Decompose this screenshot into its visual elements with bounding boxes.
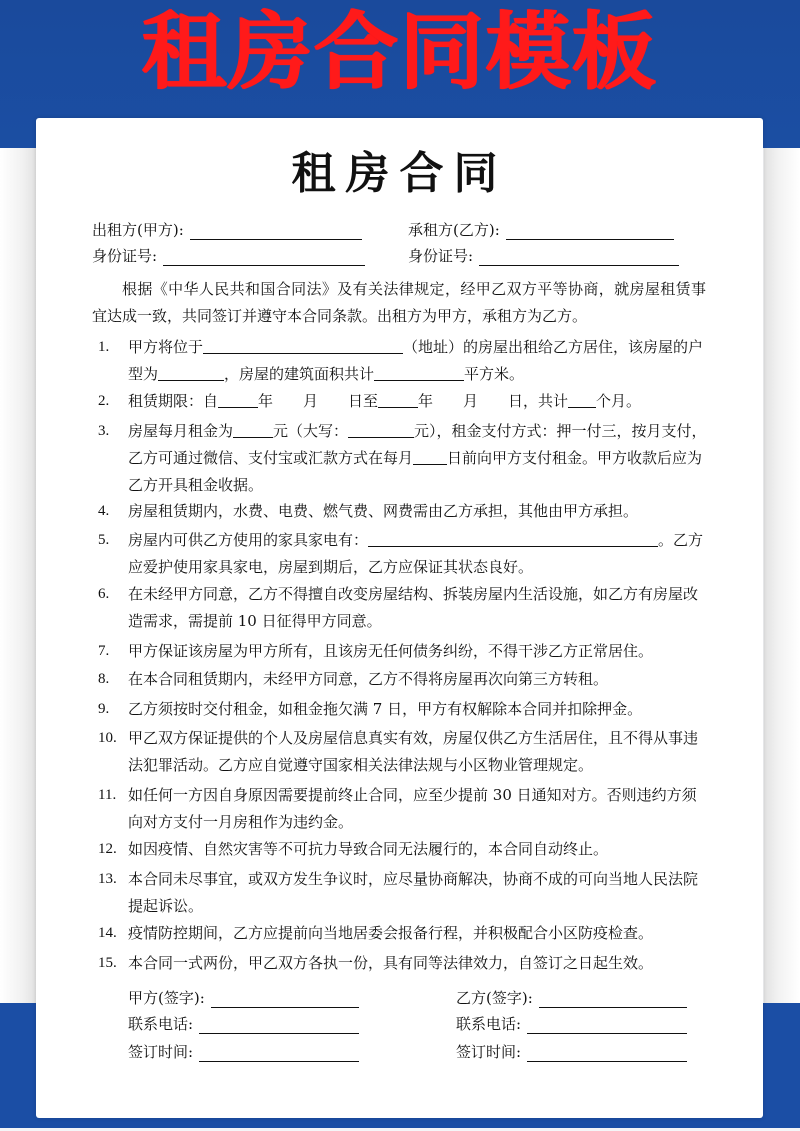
clause-number: 10. (98, 730, 117, 746)
party-b-phone-label: 联系电话: (456, 1015, 522, 1033)
rent-amount-blank[interactable] (233, 422, 273, 438)
clause-8 (98, 666, 708, 693)
clause-text: 疫情防控期间，乙方应提前向当地居委会报备行程，并积极配合小区防疫检查。 (128, 924, 654, 942)
clause-text: （地址）的房屋出租给乙方居住，该房屋的户型为 (128, 338, 704, 383)
party-a-phone-label: 联系电话: (128, 1015, 194, 1033)
end-year-blank[interactable] (378, 392, 418, 408)
party-b-sign-field (456, 988, 687, 1008)
lessee-label: 承租方(乙方): (408, 221, 500, 239)
lessee-id-input[interactable] (479, 250, 679, 266)
clause-text: 如因疫情、自然灾害等不可抗力导致合同无法履行的，本合同自动终止。 (128, 840, 609, 858)
clause-text: 本合同一式两份，甲乙双方各执一份，具有同等法律效力，自签订之日起生效。 (128, 954, 654, 972)
lessee-id-label: 身份证号: (408, 247, 474, 265)
clause-number: 2. (98, 393, 110, 409)
clause-14 (98, 920, 708, 947)
clause-number: 6. (98, 586, 110, 602)
lessor-id-input[interactable] (163, 250, 365, 266)
clause-7 (98, 638, 708, 665)
layout-blank[interactable] (158, 365, 224, 381)
clause-text: 元），租金支付方式：押一付三，按月支付，乙方可通过微信、支付宝或汇款方式在每月 (128, 422, 707, 467)
months-blank[interactable] (568, 392, 596, 408)
clause-number: 15. (98, 955, 117, 971)
clause-text: 在未经甲方同意，乙方不得擅自改变房屋结构、拆装房屋内生活设施，如乙方有房屋改造需求，需提前 10 日征得甲方同意。 (128, 585, 699, 630)
clause-number: 11. (98, 787, 117, 803)
clause-13 (98, 866, 708, 920)
clause-number: 9. (98, 701, 110, 717)
clause-10 (98, 725, 708, 779)
clause-number: 13. (98, 871, 117, 887)
clause-number: 4. (98, 503, 110, 519)
party-a-sign-field (128, 988, 359, 1008)
clause-15 (98, 950, 708, 977)
clause-text: 平方米。 (464, 365, 525, 383)
clause-text: 乙方须按时交付租金，如租金拖欠满 7 日，甲方有权解除本合同并扣除押金。 (128, 700, 643, 718)
clause-number: 3. (98, 423, 110, 439)
party-a-date-field (128, 1042, 359, 1062)
party-b-phone-field (456, 1014, 687, 1034)
clause-text: 。乙方应爱护使用家具家电，房屋到期后，乙方应保证其状态良好。 (128, 531, 704, 576)
party-a-date-label: 签订时间: (128, 1043, 194, 1061)
party-a-date-input[interactable] (199, 1046, 359, 1062)
clause-number: 7. (98, 643, 110, 659)
clause-text: 租赁期限：自 (128, 392, 219, 410)
banner-title: 租房合同模板 (141, 3, 658, 101)
party-a-sign-input[interactable] (211, 992, 359, 1008)
clause-text: 房屋每月租金为 (128, 422, 234, 440)
clause-text: 房屋内可供乙方使用的家具家电有： (128, 531, 369, 549)
lessor-id-field (92, 246, 365, 266)
party-b-date-field (456, 1042, 687, 1062)
clause-number: 14. (98, 925, 117, 941)
clause-text: 年 月 日，共计 (418, 392, 569, 410)
lessor-input[interactable] (190, 224, 362, 240)
left-side-strip (0, 148, 36, 1003)
lessor-label: 出租方(甲方): (92, 221, 184, 239)
right-side-strip (764, 148, 800, 1003)
party-a-sign-label: 甲方(签字): (128, 989, 205, 1007)
lessor-field (92, 220, 362, 240)
party-b-sign-label: 乙方(签字): (456, 989, 533, 1007)
clause-text: 年 月 日至 (258, 392, 379, 410)
clause-text: 甲乙双方保证提供的个人及房屋信息真实有效，房屋仅供乙方生活居住，且不得从事违法犯罪活动。乙方应自觉遵守国家相关法律法规与小区物业管理规定。 (128, 729, 699, 774)
clause-text: 元（大写： (273, 422, 349, 440)
clause-3 (98, 418, 708, 499)
clause-9 (98, 696, 708, 723)
clause-11 (98, 782, 708, 836)
clause-number: 1. (98, 339, 110, 355)
clause-number: 12. (98, 841, 117, 857)
lessee-field (408, 220, 674, 240)
document-title: 租房合同 (291, 148, 508, 199)
clause-text: 如任何一方因自身原因需要提前终止合同，应至少提前 30 日通知对方。否则违约方须向对方支付一月房租作为违约金。 (128, 786, 697, 831)
clause-text: ，房屋的建筑面积共计 (224, 365, 375, 383)
clause-text: 日前向甲方支付租金。甲方收款后应为乙方开具租金收据。 (128, 449, 703, 494)
intro-paragraph: 根据《中华人民共和国合同法》及有关法律规定，经甲乙双方平等协商，就房屋租赁事宜达成一致，共同签订并遵守本合同条款。出租方为甲方，承租方为乙方。 (92, 280, 706, 325)
address-blank[interactable] (203, 338, 403, 354)
rent-uppercase-blank[interactable] (348, 422, 414, 438)
party-b-sign-input[interactable] (539, 992, 687, 1008)
clause-text: 本合同未尽事宜，或双方发生争议时，应尽量协商解决，协商不成的可向当地人民法院提起诉讼。 (128, 870, 699, 915)
start-year-blank[interactable] (218, 392, 258, 408)
clause-5 (98, 527, 708, 581)
clause-6 (98, 581, 708, 635)
clause-2 (98, 388, 708, 415)
clause-text: 个月。 (596, 392, 642, 410)
party-a-phone-field (128, 1014, 359, 1034)
clause-number: 5. (98, 532, 110, 548)
clause-text: 甲方将位于 (128, 338, 204, 356)
clause-text: 甲方保证该房屋为甲方所有，且该房无任何债务纠纷，不得干涉乙方正常居住。 (128, 642, 654, 660)
area-blank[interactable] (374, 365, 464, 381)
party-b-date-input[interactable] (527, 1046, 687, 1062)
contract-paper (36, 118, 763, 1118)
furniture-blank[interactable] (368, 531, 658, 547)
party-b-phone-input[interactable] (527, 1018, 687, 1034)
lessee-id-field (408, 246, 679, 266)
lessee-input[interactable] (506, 224, 674, 240)
clause-number: 8. (98, 671, 110, 687)
clause-text: 房屋租赁期内，水费、电费、燃气费、网费需由乙方承担，其他由甲方承担。 (128, 502, 639, 520)
party-a-phone-input[interactable] (199, 1018, 359, 1034)
clause-4 (98, 498, 708, 525)
clause-1 (98, 334, 708, 388)
clause-text: 在本合同租赁期内，未经甲方同意，乙方不得将房屋再次向第三方转租。 (128, 670, 609, 688)
pay-day-blank[interactable] (413, 449, 447, 465)
lessor-id-label: 身份证号: (92, 247, 158, 265)
party-b-date-label: 签订时间: (456, 1043, 522, 1061)
clause-12 (98, 836, 708, 863)
